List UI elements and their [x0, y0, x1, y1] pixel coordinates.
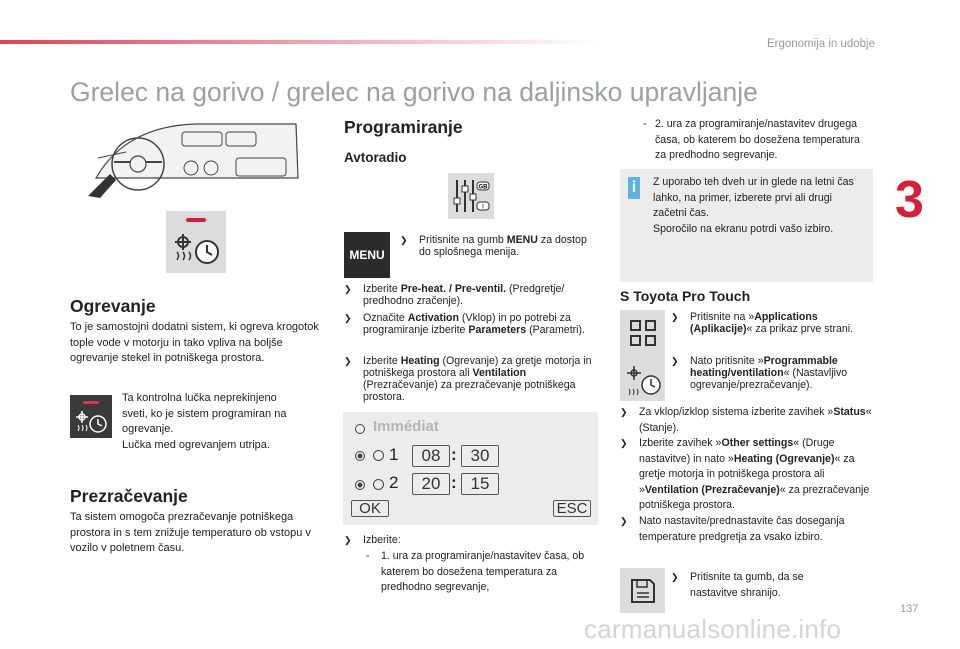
timer2-minutes: 15: [461, 473, 499, 495]
timer2-number: 2: [389, 473, 399, 492]
menu-button-icon: [344, 232, 390, 278]
timer1-hours: 08: [412, 445, 450, 467]
timer1-minutes: 30: [461, 445, 499, 467]
step-applications: ❯ Pritisnite na »Applications (Aplikacije)« za prikaz prve strani.: [671, 311, 854, 335]
ok-button: OK: [351, 500, 389, 517]
menu-button-label: MENU: [349, 248, 385, 262]
step-programmable: ❯ Nato pritisnite »Programmable heating/ventilation« (Nastavljivo ogrevanje/prezračevanje).: [671, 355, 848, 391]
applications-icon: [620, 310, 665, 356]
step-menu: ❯ Pritisnite na gumb MENU za dostop do splošnega menija.: [400, 234, 587, 258]
info-box: [620, 169, 873, 282]
programmable-heating-icon: [620, 356, 665, 401]
step-select: ❯ Izberite:: [344, 534, 401, 546]
step-other-settings: ❯ Izberite zavihek »Other settings« (Druge nastavitve) in nato »Heating (Ogrevanje)« za gretje motorja in potniškega prostora ali »Ventilation (Prezračevanje)« za prezračevanje potniškega prostora.: [620, 437, 870, 511]
step-set-time: ❯ Nato nastavite/prednastavite čas doseganja temperature predgretja za vsako izbiro.: [620, 515, 845, 543]
page-number: 137: [900, 603, 919, 615]
avtoradio-heading: Avtoradio: [344, 150, 407, 165]
ogrevanje-body: To je samostojni dodatni sistem, ki ogreva krogotok tople vode v motorju in tako vpliva na boljše ogrevanje stekel in potniškega prostora.: [70, 321, 319, 364]
programiranje-heading: Programiranje: [344, 117, 463, 137]
prezracevanje-body: Ta sistem omogoča prezračevanje potniškega prostora in s tem znižuje temperaturo ob vstopu v vozilo v poletnem času.: [70, 511, 311, 554]
timer1-number: 1: [389, 445, 399, 464]
radio-option-timer2: [355, 480, 365, 490]
clock-icon: [373, 479, 384, 490]
timer1-separator: :: [451, 445, 457, 464]
info-text: Z uporabo teh dveh ur in glede na letni čas lahko, na primer, izberete prvi ali drugi začetni čas.: [653, 176, 854, 219]
radio-screen: [343, 412, 598, 525]
dashboard-illustration: [86, 118, 306, 200]
radio-option-immediate: [355, 424, 365, 434]
svg-text:I: I: [482, 204, 484, 211]
clock-icon: [373, 450, 384, 461]
step-preheat: ❯ Izberite Pre-heat. / Pre-ventil. (Predgretje/ predhodno zračenje).: [344, 283, 565, 307]
step-select-timer1: - 1. ura za programiranje/nastavitev časa, ob katerem bo dosežena temperatura za predhodno segrevanje,: [366, 550, 585, 593]
heating-lamp-icon: [70, 395, 112, 438]
lamp-description: Ta kontrolna lučka neprekinjeno sveti, ko je sistem programiran na ogrevanje.: [122, 392, 287, 435]
heater-control-icon: [166, 211, 226, 273]
header-accent-bar: [0, 40, 600, 44]
info-confirm-text: Sporočilo na ekranu potrdi vašo izbiro.: [653, 223, 834, 235]
section-header: Ergonomija in udobje: [766, 38, 875, 50]
svg-text:GB: GB: [478, 184, 488, 191]
step-save: ❯ Pritisnite ta gumb, da se nastavitve shranijo.: [671, 571, 804, 599]
timer2-separator: :: [451, 473, 457, 492]
radio-settings-icon: [448, 173, 494, 219]
immediate-label: Immédiat: [373, 418, 439, 435]
prezracevanje-heading: Prezračevanje: [70, 486, 188, 506]
step-select-timer2: - 2. ura za programiranje/nastavitev drugega časa, ob katerem bo dosežena temperatura za predhodno segrevanje.: [643, 118, 860, 161]
chapter-number: 3: [895, 171, 924, 229]
step-status: ❯ Za vklop/izklop sistema izberite zavihek »Status« (Stanje).: [620, 406, 872, 434]
esc-button: ESC: [553, 500, 591, 517]
save-icon: [620, 568, 665, 613]
step-heating: ❯ Izberite Heating (Ogrevanje) za gretje motorja in potniškega prostora ali Ventilation (Prezračevanje) za prezračevanje potniškega prostora.: [344, 355, 592, 403]
radio-option-timer1: [355, 451, 365, 461]
pro-touch-heading: S Toyota Pro Touch: [620, 288, 751, 304]
page-title: Grelec na gorivo / grelec na gorivo na daljinsko upravljanje: [70, 77, 758, 107]
ogrevanje-heading: Ogrevanje: [70, 296, 156, 316]
info-icon: i: [628, 177, 640, 199]
timer2-hours: 20: [412, 473, 450, 495]
watermark: carmanualsonline.info: [584, 614, 842, 644]
step-activation: ❯ Označite Activation (Vklop) in po potrebi za programiranje izberite Parameters (Parametri).: [344, 312, 585, 336]
lamp-blink-description: Lučka med ogrevanjem utripa.: [122, 439, 270, 451]
